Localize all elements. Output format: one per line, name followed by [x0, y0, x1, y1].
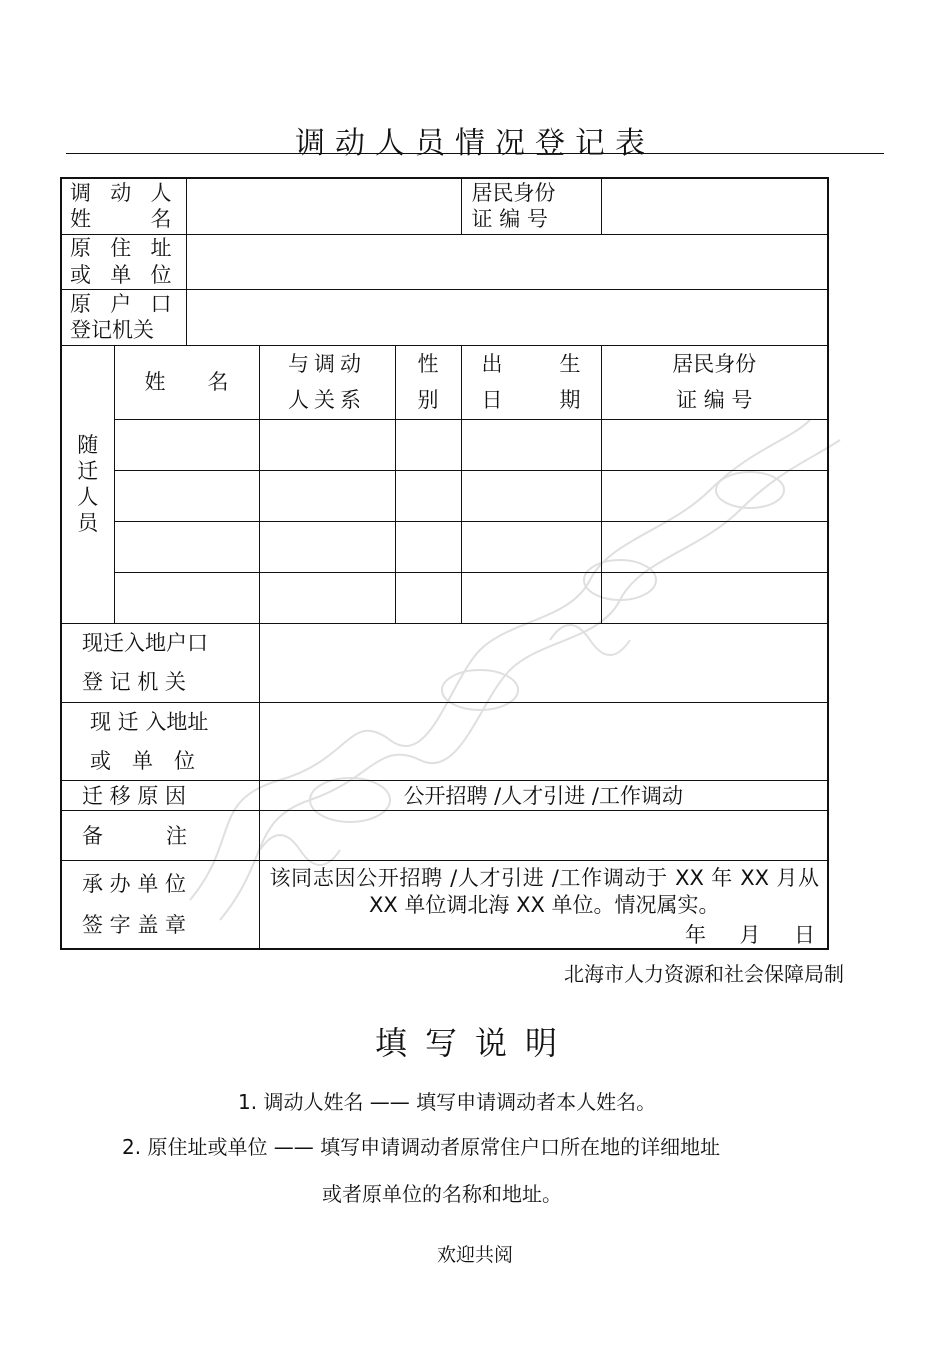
- accompany-gender-input[interactable]: [395, 420, 461, 471]
- reason-label-cell: [61, 781, 259, 811]
- col-header-name: 姓 名: [114, 345, 259, 420]
- new-hukou-line2: 登 记 机 关: [82, 669, 187, 694]
- title-underline: [66, 153, 884, 154]
- orig-address-input[interactable]: [186, 234, 828, 289]
- name-input[interactable]: [186, 178, 461, 234]
- col-header-id: [601, 345, 828, 420]
- relation-line2: 人关系: [288, 388, 366, 413]
- page-title: 调动人员情况登记表: [295, 126, 655, 161]
- date-month: 月: [739, 922, 761, 947]
- id-label-cell: [461, 178, 601, 234]
- accompany-relation-input[interactable]: [259, 471, 395, 522]
- col-header-gender: [395, 345, 461, 420]
- col-header-relation: [259, 345, 395, 420]
- accompany-birth-input[interactable]: [461, 573, 601, 624]
- accompany-id-input[interactable]: [601, 471, 828, 522]
- orig-hukou-line2: 登记机关: [70, 318, 154, 342]
- issuer-text: 北海市人力资源和社会保障局制: [564, 962, 844, 986]
- accompany-gender-input[interactable]: [395, 522, 461, 573]
- accompany-id-input[interactable]: [601, 420, 828, 471]
- accompany-char: 迁: [77, 458, 99, 483]
- new-hukou-line1: 现迁入地户口: [82, 631, 208, 655]
- orig-hukou-label-cell: [61, 289, 186, 345]
- accompany-name-input[interactable]: [114, 573, 259, 624]
- accompany-birth-input[interactable]: [461, 522, 601, 573]
- reason-label: 迁 移 原 因: [82, 783, 187, 808]
- name-label-line1: 调 动 人: [70, 181, 172, 205]
- id-label-line2: 证 编 号: [471, 207, 548, 232]
- accompany-birth-input[interactable]: [461, 471, 601, 522]
- gender-line1: 性: [417, 351, 439, 376]
- accompany-id-input[interactable]: [601, 573, 828, 624]
- col-id-line1: 居民身份: [672, 351, 757, 376]
- id-label-line1: 居民身份: [471, 181, 556, 205]
- sign-content-cell: [259, 861, 828, 949]
- orig-address-label-cell: [61, 234, 186, 289]
- sign-date: [685, 922, 815, 948]
- orig-address-line1: 原 住 址: [70, 236, 172, 261]
- accompany-name-input[interactable]: [114, 420, 259, 471]
- accompany-gender-input[interactable]: [395, 471, 461, 522]
- orig-hukou-input[interactable]: [186, 289, 828, 345]
- name-label-cell: [61, 178, 186, 234]
- instructions-title: 填写说明: [374, 1024, 575, 1062]
- accompany-birth-input[interactable]: [461, 420, 601, 471]
- sign-label-cell: [61, 861, 259, 949]
- sign-statement: 该同志因公开招聘 /人才引进 /工作调动于 XX 年 XX 月从 XX 单位调北海 XX 单位。情况属实。: [269, 866, 820, 917]
- new-hukou-input[interactable]: [259, 624, 828, 703]
- birth-line2: 日 期: [481, 388, 581, 413]
- date-day: 日: [794, 922, 816, 947]
- registration-form-table: [60, 177, 829, 950]
- footer-text: 欢迎共阅: [436, 1244, 513, 1266]
- accompany-char: 员: [77, 511, 99, 536]
- accompany-gender-input[interactable]: [395, 573, 461, 624]
- remark-label: 备 注: [82, 823, 187, 848]
- col-header-birth: [461, 345, 601, 420]
- instruction-item-2: 2. 原住址或单位 —— 填写申请调动者原常住户口所在地的详细地址: [122, 1135, 721, 1159]
- accompany-id-input[interactable]: [601, 522, 828, 573]
- accompany-relation-input[interactable]: [259, 573, 395, 624]
- new-address-line1: 现 迁 入地址: [90, 709, 209, 734]
- col-id-line2: 证 编 号: [676, 388, 753, 413]
- accompany-name-input[interactable]: [114, 471, 259, 522]
- accompany-relation-input[interactable]: [259, 522, 395, 573]
- new-hukou-label-cell: [61, 624, 259, 703]
- accompany-relation-input[interactable]: [259, 420, 395, 471]
- sign-label-line1: 承 办 单 位: [82, 871, 187, 896]
- instruction-item-1: 1. 调动人姓名 —— 填写申请调动者本人姓名。: [238, 1090, 657, 1114]
- name-label-line2: 姓 名: [70, 207, 172, 232]
- remark-label-cell: [61, 811, 259, 861]
- sign-label-line2: 签 字 盖 章: [82, 912, 187, 937]
- new-address-label-cell: [61, 702, 259, 781]
- id-number-input[interactable]: [601, 178, 828, 234]
- new-address-input[interactable]: [259, 702, 828, 781]
- orig-address-line2: 或 单 位: [70, 262, 172, 287]
- remark-input[interactable]: [259, 811, 828, 861]
- reason-value: 公开招聘 /人才引进 /工作调动: [259, 781, 828, 811]
- orig-hukou-line1: 原 户 口: [70, 291, 172, 316]
- new-address-line2: 或 单 位: [90, 748, 195, 773]
- gender-line2: 别: [417, 388, 439, 413]
- accompany-char: 人: [77, 485, 99, 509]
- relation-line1: 与调动: [288, 351, 366, 376]
- accompany-char: 随: [77, 432, 99, 457]
- instruction-item-2-cont: 或者原单位的名称和地址。: [322, 1182, 562, 1206]
- accompany-name-input[interactable]: [114, 522, 259, 573]
- date-year: 年: [685, 922, 707, 947]
- birth-line1: 出 生: [481, 351, 581, 376]
- accompany-label-cell: [61, 345, 114, 624]
